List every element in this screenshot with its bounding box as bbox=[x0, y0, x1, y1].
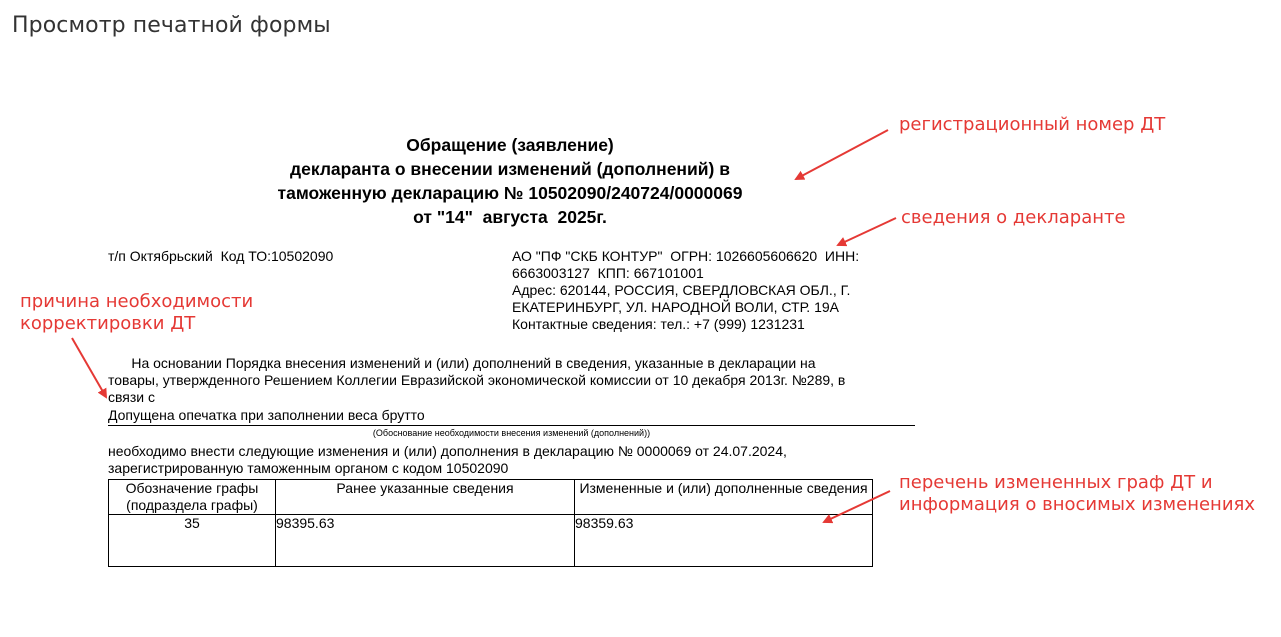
document-title-line: таможенную декларацию № 10502090/240724/0000069 bbox=[277, 183, 743, 203]
annotation-declarant-info: сведения о декларанте bbox=[901, 207, 1126, 228]
annotation-changes-line: перечень измененных граф ДТ и bbox=[899, 472, 1213, 493]
arrow-icon bbox=[824, 491, 890, 522]
arrow-icon bbox=[796, 130, 888, 179]
annotation-reason-line: корректировки ДТ bbox=[20, 313, 196, 334]
table-header-cell: Измененные и (или) дополненные сведения bbox=[575, 480, 873, 515]
document-title-line: декларанта о внесении изменений (дополнений) в bbox=[290, 159, 730, 179]
annotation-reg-number: регистрационный номер ДТ bbox=[899, 114, 1166, 135]
arrow-icon bbox=[72, 338, 106, 397]
declarant-line: АО "ПФ "СКБ КОНТУР" ОГРН: 1026605606620 ИНН: bbox=[512, 248, 860, 264]
correction-reason-caption: (Обоснование необходимости внесения изменений (дополнений)) bbox=[372, 428, 651, 438]
changes-intro-line: необходимо внести следующие изменения и (или) дополнения в декларацию № 0000069 от 24.07.2024, bbox=[108, 443, 787, 459]
basis-line: На основании Порядка внесения изменений и (или) дополнений в сведения, указанные в декларации на bbox=[108, 355, 816, 371]
annotation-changes-line: информация о вносимых изменениях bbox=[899, 494, 1256, 515]
customs-post: т/п Октябрьский Код ТО:10502090 bbox=[108, 248, 334, 264]
document-title-line: Обращение (заявление) bbox=[406, 135, 614, 155]
declarant-line: Контактные сведения: тел.: +7 (999) 1231231 bbox=[512, 316, 805, 332]
arrow-icon bbox=[838, 218, 896, 245]
basis-line: связи с bbox=[108, 389, 155, 405]
table-cell: 35 bbox=[109, 515, 276, 567]
changes-intro-line: зарегистрированную таможенным органом с кодом 10502090 bbox=[108, 460, 509, 476]
declarant-line: ЕКАТЕРИНБУРГ, УЛ. НАРОДНОЙ ВОЛИ, СТР. 19А bbox=[512, 299, 839, 315]
correction-reason: Допущена опечатка при заполнении веса брутто bbox=[108, 407, 915, 426]
annotation-reason-line: причина необходимости bbox=[20, 291, 254, 312]
table-cell: 98359.63 bbox=[575, 515, 873, 567]
declarant-line: 6663003127 КПП: 667101001 bbox=[512, 265, 704, 281]
table-header-cell: Обозначение графы (подраздела графы) bbox=[109, 480, 276, 515]
document-title-line: от "14" августа 2025г. bbox=[413, 207, 607, 227]
page-title: Просмотр печатной формы bbox=[12, 13, 331, 38]
table-cell: 98395.63 bbox=[276, 515, 575, 567]
table-header-cell: Ранее указанные сведения bbox=[276, 480, 575, 515]
basis-line: товары, утвержденного Решением Коллегии Евразийской экономической комиссии от 10 декабря 2013г. №289, в bbox=[108, 372, 846, 388]
declarant-line: Адрес: 620144, РОССИЯ, СВЕРДЛОВСКАЯ ОБЛ., Г. bbox=[512, 282, 851, 298]
